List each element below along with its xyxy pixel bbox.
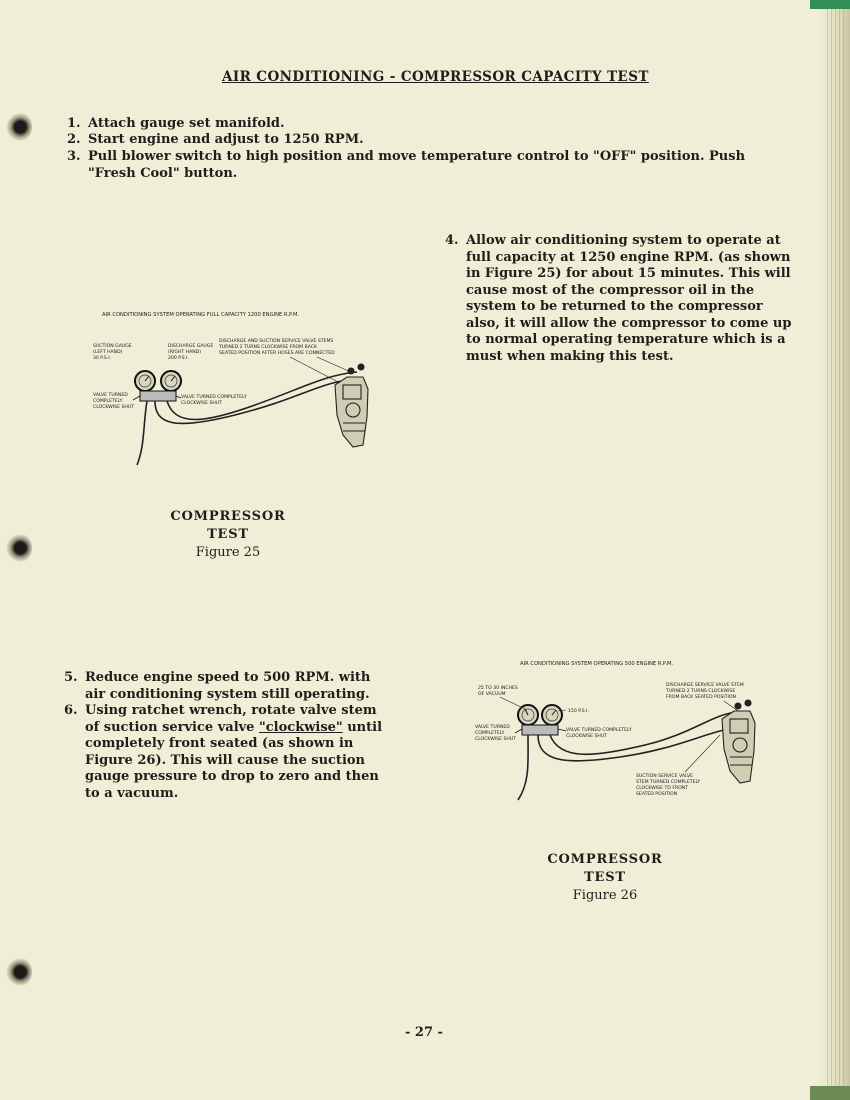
page-number: - 27 - xyxy=(405,1025,443,1040)
step-text: Attach gauge set manifold. xyxy=(88,116,285,131)
step-number: 5. xyxy=(64,670,78,685)
fig26-compressor xyxy=(722,700,755,783)
fig26-manifold xyxy=(522,725,558,735)
fig25-stems-label-2: TURNED 2 TURNS CLOCKWISE FROM BACK xyxy=(219,345,318,350)
figure-26-caption-title: COMPRESSOR TEST xyxy=(547,852,663,885)
fig25-valve-left-2: COMPLETELY xyxy=(93,399,123,404)
figure-25-caption xyxy=(148,508,308,562)
step-6-text-before: Using ratchet wrench, rotate valve stem of suction service valve xyxy=(85,703,377,735)
fig25-valve-right-1: VALVE TURNED COMPLETELY xyxy=(181,395,247,400)
step-text: Pull blower switch to high position and move temperature control to "OFF" position. Push "Fresh Cool" button. xyxy=(88,149,746,181)
fig25-discharge-label-1: DISCHARGE GAUGE xyxy=(168,344,214,349)
step-number: 2. xyxy=(67,132,81,147)
step-4 xyxy=(445,233,795,365)
step-2 xyxy=(67,132,797,149)
fig25-discharge-label-2: (RIGHT HAND) xyxy=(168,350,201,355)
page-edge-lines xyxy=(824,0,846,1100)
fig25-suction-label-3: 30 P.S.I. xyxy=(93,356,112,361)
fig25-suction-gauge xyxy=(135,371,155,391)
step-number: 1. xyxy=(67,116,81,131)
step-number: 4. xyxy=(445,233,459,248)
fig26-discharge-gauge xyxy=(542,705,562,725)
page-title: AIR CONDITIONING - COMPRESSOR CAPACITY TEST xyxy=(222,69,649,85)
step-6 xyxy=(64,703,394,802)
fig26-suction-label-3: CLOCKWISE TO FRONT xyxy=(636,786,689,791)
figure-26-diagram xyxy=(470,657,780,807)
fig25-stems-label-3: SEATED POSITION AFTER HOSES ARE CONNECTED xyxy=(219,351,335,356)
step-text: Start engine and adjust to 1250 RPM. xyxy=(88,132,364,147)
figure-26-caption xyxy=(525,851,685,905)
fig25-suction-label-1: SUCTION GAUGE xyxy=(93,344,132,349)
step-number: 6. xyxy=(64,703,78,718)
figure-25-caption-sub: Figure 25 xyxy=(195,545,261,560)
step-text xyxy=(85,703,394,802)
fig26-suction-label-2: STEM TURNED COMPLETELY xyxy=(636,780,701,785)
step-1 xyxy=(67,116,797,133)
figure-26-heading: AIR CONDITIONING SYSTEM OPERATING 500 ENGINE R.P.M. xyxy=(520,661,674,667)
fig26-valve-right-2: CLOCKWISE SHUT xyxy=(566,734,607,739)
binder-hole-top xyxy=(6,112,32,142)
figure-25-caption-title: COMPRESSOR TEST xyxy=(170,509,286,542)
fig26-150-label: 150 P.S.I. xyxy=(568,709,589,714)
step-5 xyxy=(64,670,394,703)
binder-hole-bottom xyxy=(6,957,32,987)
fig26-suction-label-4: SEATED POSITION xyxy=(636,792,678,797)
fig26-discharge-label-3: FROM BACK SEATED POSITION xyxy=(666,695,736,700)
fig26-valve-left-2: COMPLETELY xyxy=(475,731,505,736)
fig26-discharge-label-1: DISCHARGE SERVICE VALVE STEM xyxy=(666,683,744,688)
green-tab xyxy=(810,0,850,9)
fig25-discharge-gauge xyxy=(161,371,181,391)
figure-25-heading: AIR CONDITIONING SYSTEM OPERATING FULL CAPACITY 1200 ENGINE R.P.M. xyxy=(102,312,300,318)
figure-26-caption-sub: Figure 26 xyxy=(572,888,638,903)
step-6-text-underlined: "clockwise" xyxy=(258,719,343,735)
fig25-suction-label-2: (LEFT HAND) xyxy=(93,350,123,355)
fig26-discharge-label-2: TURNED 2 TURNS CLOCKWISE xyxy=(666,689,736,694)
step-number: 3. xyxy=(67,149,81,164)
fig25-valve-left-3: CLOCKWISE SHUT xyxy=(93,405,134,410)
step-3 xyxy=(67,149,794,182)
fig26-suction-label-1: SUCTION SERVICE VALVE xyxy=(636,774,694,779)
binder-hole-middle xyxy=(6,533,32,563)
fig25-compressor xyxy=(335,364,368,447)
fig25-manifold xyxy=(140,391,176,401)
fig26-suction-gauge xyxy=(518,705,538,725)
fig25-valve-right-2: CLOCKWISE SHUT xyxy=(181,401,222,406)
fig26-valve-right-1: VALVE TURNED COMPLETELY xyxy=(566,728,632,733)
fig25-valve-left-1: VALVE TURNED xyxy=(93,393,128,398)
fig26-valve-left-1: VALVE TURNED xyxy=(475,725,510,730)
bottom-tab xyxy=(810,1086,850,1100)
step-6-text-after: until completely front seated (as shown in Figure 26). This will cause the suction gauge pressure to drop to zero and then to a vacuum. xyxy=(85,719,383,801)
fig25-discharge-label-3: 200 P.S.I. xyxy=(168,356,189,361)
fig25-stems-label-1: DISCHARGE AND SUCTION SERVICE VALVE STEMS xyxy=(219,339,334,344)
fig26-hose-center xyxy=(518,735,528,800)
fig25-hose-center xyxy=(137,401,147,465)
figure-25-diagram xyxy=(85,305,385,475)
step-text: Reduce engine speed to 500 RPM. with air conditioning system still operating. xyxy=(85,670,371,702)
fig26-vacuum-label-2: OF VACUUM xyxy=(478,692,506,697)
step-text: Allow air conditioning system to operate at full capacity at 1250 engine RPM. (as shown in Figure 25) for about 15 minutes. This will cause most of the compressor oil in the system to be returned to the compressor also, it will allow the compressor to come up to normal operating temperature which is a must when making this test. xyxy=(466,233,792,364)
fig26-valve-left-3: CLOCKWISE SHUT xyxy=(475,737,516,742)
fig26-vacuum-label-1: 25 TO 30 INCHES xyxy=(478,686,518,691)
